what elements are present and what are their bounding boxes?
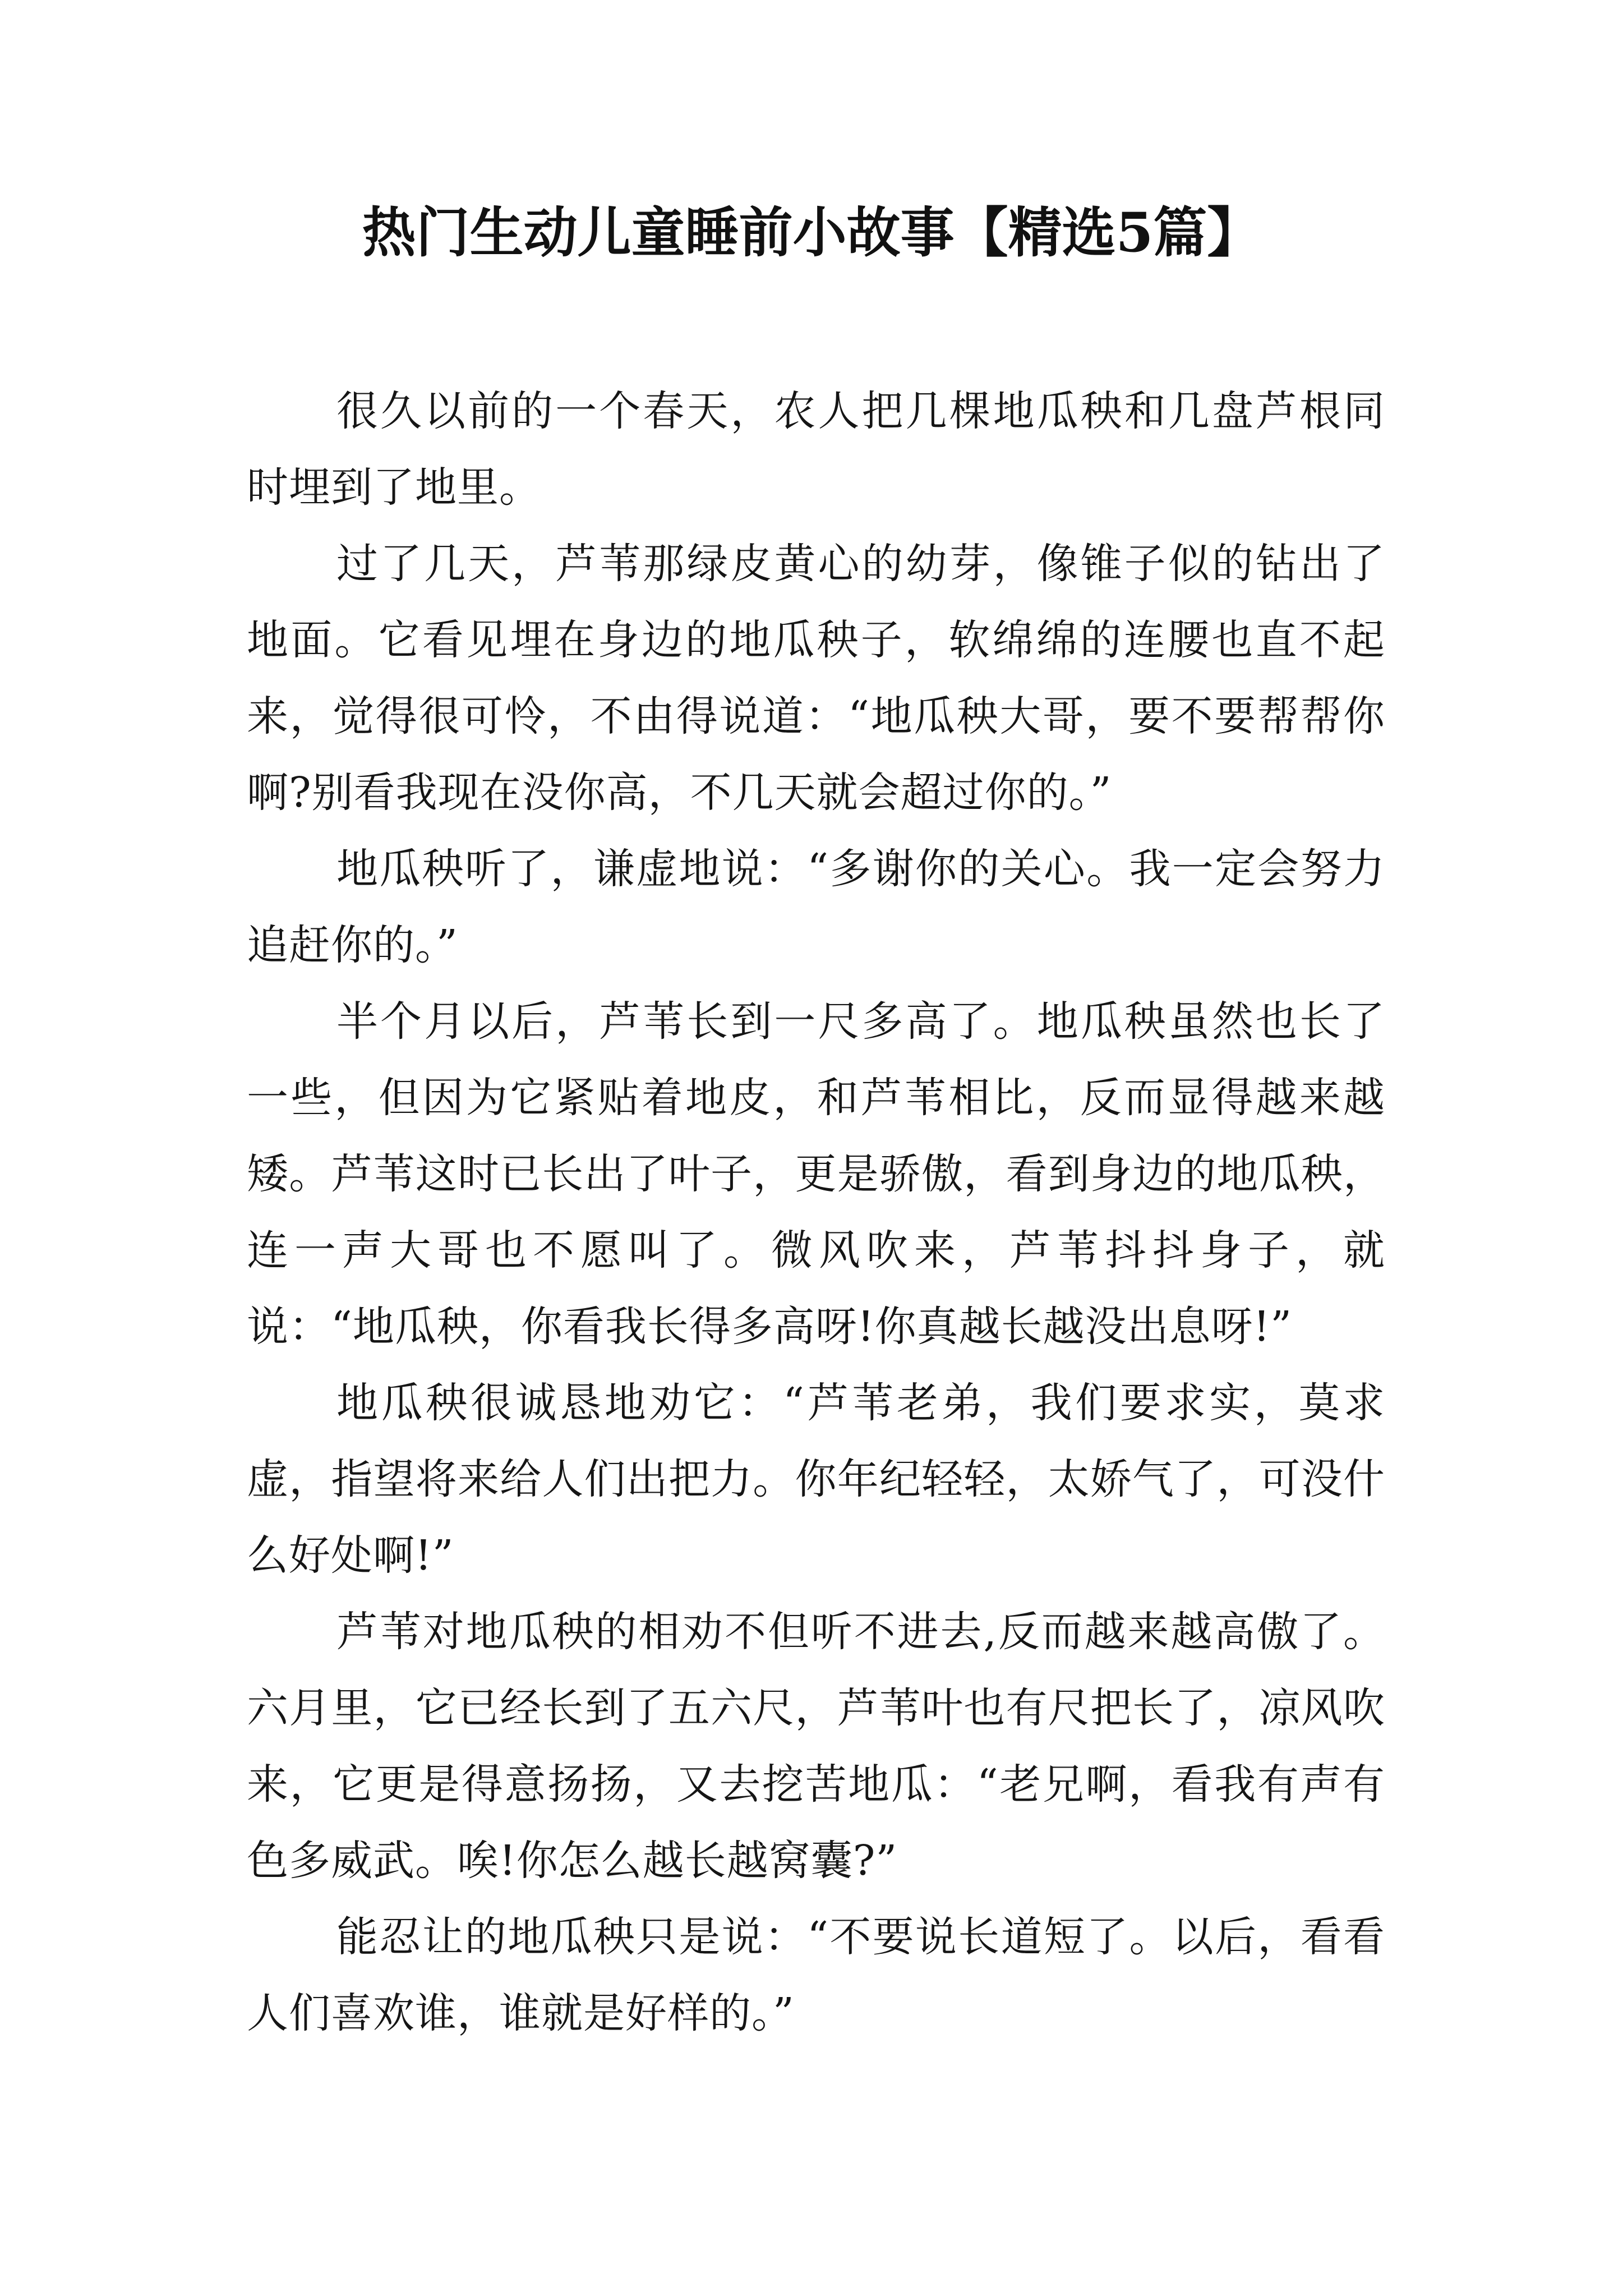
- paragraph-6: 芦苇对地瓜秧的相劝不但听不进去,反而越来越高傲了。六月里，它已经长到了五六尺，芦苇叶也有尺把长了，凉风吹来，它更是得意扬扬，又去挖苦地瓜：“老兄啊，看我有声有色多威武。唉!你怎么越长越窝囊?”: [247, 1608, 1385, 1885]
- paragraph-4: 半个月以后，芦苇长到一尺多高了。地瓜秧虽然也长了一些，但因为它紧贴着地皮，和芦苇相比，反而显得越来越矮。芦苇这时已长出了叶子，更是骄傲，看到身边的地瓜秧，连一声大哥也不愿叫了。微风吹来，芦苇抖抖身子，就说：“地瓜秧，你看我长得多高呀!你真越长越没出息呀!”: [247, 997, 1385, 1351]
- paragraph-2: 过了几天，芦苇那绿皮黄心的幼芽，像锥子似的钻出了地面。它看见埋在身边的地瓜秧子，软绵绵的连腰也直不起来，觉得很可怜，不由得说道：“地瓜秧大哥，要不要帮帮你啊?别看我现在没你高，不几天就会超过你的。”: [247, 540, 1385, 817]
- document-title: 热门生动儿童睡前小故事【精选5篇】: [362, 201, 1261, 264]
- paragraph-1: 很久以前的一个春天，农人把几棵地瓜秧和几盘芦根同时埋到了地里。: [247, 387, 1385, 512]
- document-body: [247, 373, 1385, 2051]
- paragraph-3: 地瓜秧听了，谦虚地说：“多谢你的关心。我一定会努力追赶你的。”: [247, 845, 1385, 969]
- paragraph-5: 地瓜秧很诚恳地劝它：“芦苇老弟，我们要求实，莫求虚，指望将来给人们出把力。你年纪轻轻，太娇气了，可没什么好处啊!”: [247, 1379, 1385, 1580]
- paragraph-7: 能忍让的地瓜秧只是说：“不要说长道短了。以后，看看人们喜欢谁，谁就是好样的。”: [247, 1913, 1385, 2037]
